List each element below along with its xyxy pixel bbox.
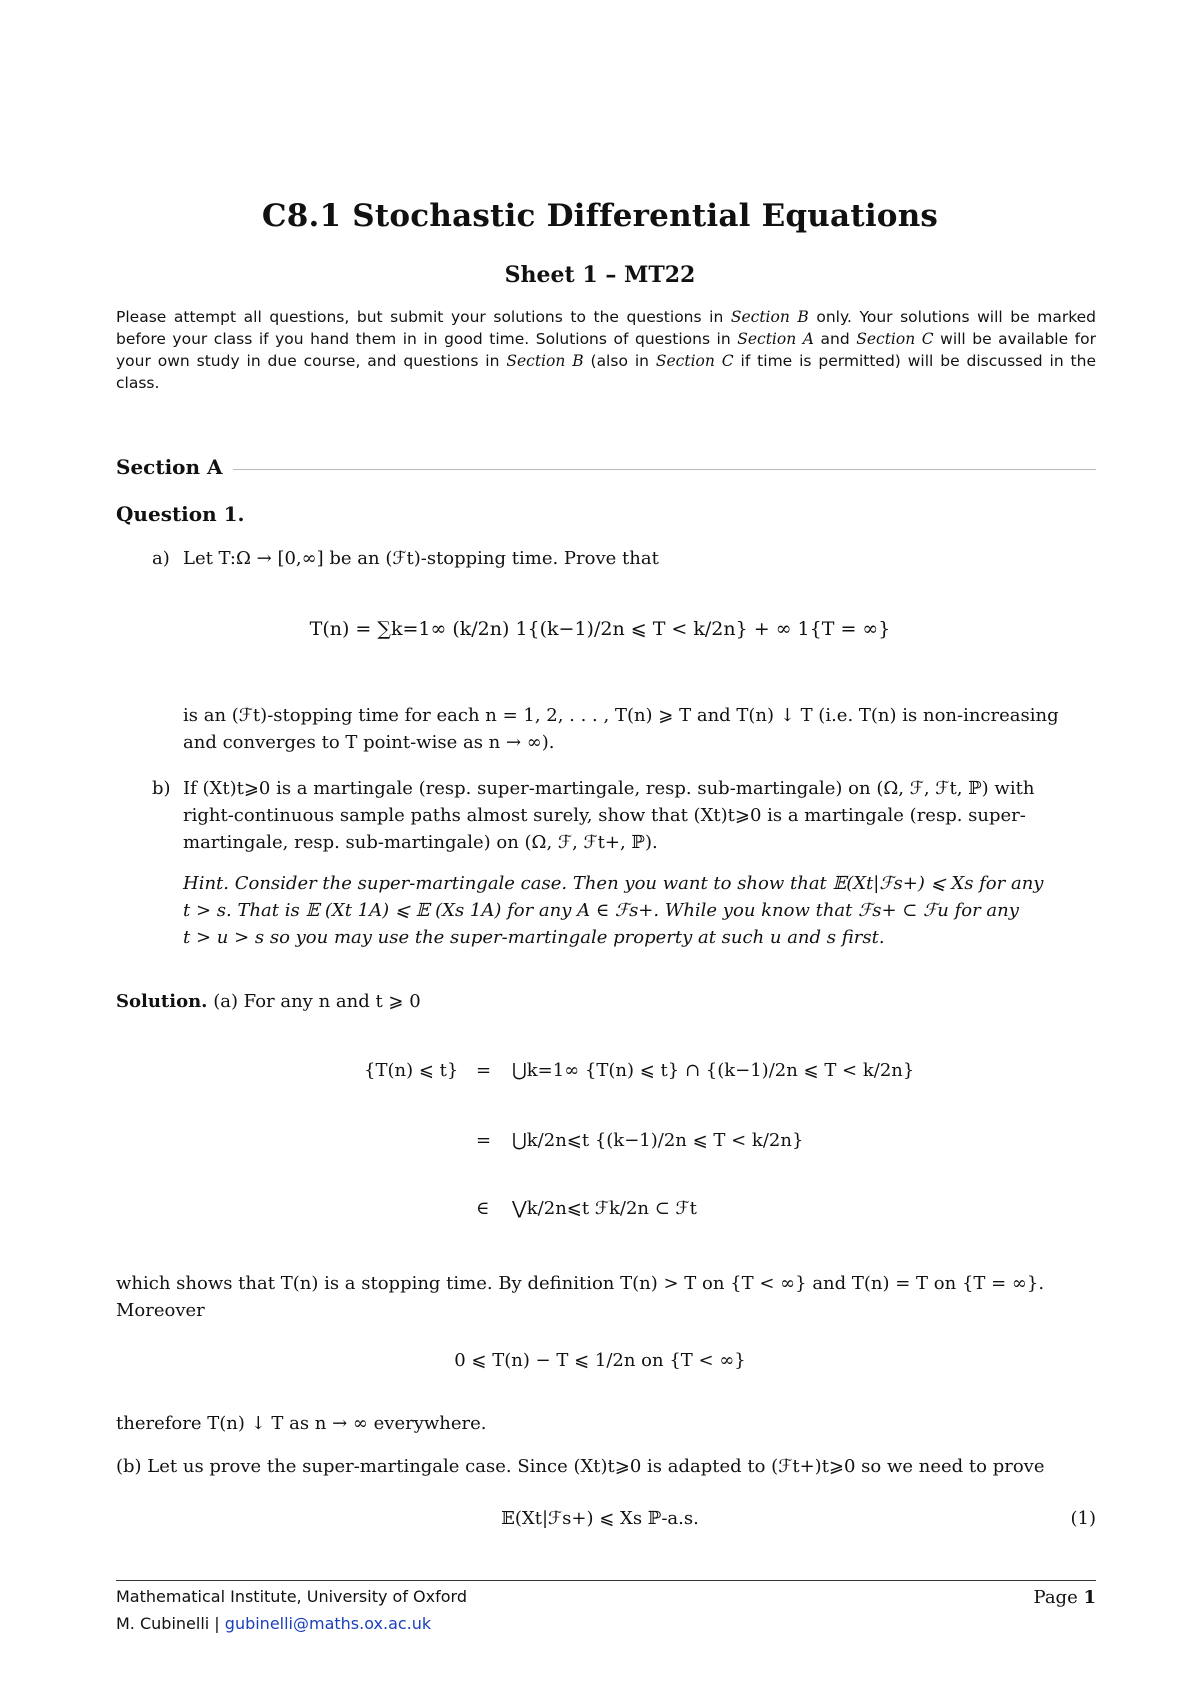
derivation-line-2-rel: = bbox=[476, 1130, 492, 1151]
intro-section-c-2: Section C bbox=[655, 352, 734, 370]
page-label: Page bbox=[1033, 1587, 1078, 1608]
intro-section-b-2: Section B bbox=[506, 352, 584, 370]
footer-rule bbox=[116, 1580, 1096, 1581]
solution-after-2: Moreover bbox=[116, 1300, 205, 1321]
intro-paragraph bbox=[116, 306, 1096, 394]
part-a-after-2: and converges to T point-wise as n → ∞). bbox=[183, 732, 555, 753]
footer-author: M. Cubinelli | bbox=[116, 1614, 220, 1633]
derivation-line-1-rhs: ⋃k=1∞ {T(n) ⩽ t} ∩ {(k−1)/2n ⩽ T < k/2n} bbox=[512, 1060, 915, 1081]
intro-text-6: if time is permitted) will be discussed in the class. bbox=[116, 352, 1096, 392]
page-number-value: 1 bbox=[1083, 1587, 1096, 1608]
intro-text-1: Please attempt all questions, but submit your solutions to the questions in bbox=[116, 308, 724, 326]
hint-line-1: Hint. Consider the super-martingale case. Then you want to show that 𝔼(Xt|ℱs+) ⩽ Xs for any bbox=[183, 873, 1044, 894]
footer-institute: Mathematical Institute, University of Oxford bbox=[116, 1587, 467, 1606]
footer-email-link[interactable]: gubinelli@maths.ox.ac.uk bbox=[224, 1614, 432, 1633]
section-heading bbox=[116, 455, 1096, 479]
solution-intro-text: (a) For any n and t ⩾ 0 bbox=[213, 991, 421, 1012]
derivation-line-1-rel: = bbox=[476, 1060, 492, 1081]
solution-heading: Solution. bbox=[116, 991, 208, 1012]
solution-intro bbox=[116, 988, 421, 1015]
part-b-text-1: If (Xt)t⩾0 is a martingale (resp. super-martingale, resp. sub-martingale) on (Ω, ℱ, ℱt, ℙ) with bbox=[183, 778, 1035, 799]
equation-1: 𝔼(Xt|ℱs+) ⩽ Xs ℙ-a.s. bbox=[501, 1508, 699, 1529]
solution-after-1: which shows that T(n) is a stopping time. By definition T(n) > T on {T < ∞} and T(n) = T on {T = ∞}. bbox=[116, 1273, 1045, 1294]
question-heading: Question 1. bbox=[116, 502, 245, 526]
part-b-label: b) bbox=[152, 778, 171, 799]
derivation-line-1-lhs: {T(n) ⩽ t} bbox=[364, 1060, 459, 1081]
page-subtitle: Sheet 1 – MT22 bbox=[504, 262, 696, 288]
solution-b-intro: (b) Let us prove the super-martingale case. Since (Xt)t⩾0 is adapted to (ℱt+)t⩾0 so we need to prove bbox=[116, 1456, 1045, 1477]
hint-line-2: t > s. That is 𝔼 (Xt 1A) ⩽ 𝔼 (Xs 1A) for any A ∈ ℱs+. While you know that ℱs+ ⊂ ℱu for any bbox=[183, 900, 1019, 921]
part-a-equation: T(n) = ∑k=1∞ (k/2n) 1{(k−1)/2n ⩽ T < k/2n} + ∞ 1{T = ∞} bbox=[309, 618, 891, 640]
part-b-text-2: right-continuous sample paths almost surely, show that (Xt)t⩾0 is a martingale (resp. super- bbox=[183, 805, 1026, 826]
derivation-line-3-rhs: ⋁k/2n⩽t ℱk/2n ⊂ ℱt bbox=[512, 1198, 697, 1219]
intro-text-4: will be available for your own study in due course, and questions in bbox=[116, 330, 1096, 370]
part-a-label: a) bbox=[152, 548, 170, 569]
intro-text-3: and bbox=[820, 330, 850, 348]
equation-1-number: (1) bbox=[1070, 1508, 1096, 1529]
section-title: Section A bbox=[116, 455, 223, 479]
derivation-line-2-rhs: ⋃k/2n⩽t {(k−1)/2n ⩽ T < k/2n} bbox=[512, 1130, 804, 1151]
intro-text-2: only. Your solutions will be marked before your class if you hand them in in good time. Solutions of questions in bbox=[116, 308, 1097, 348]
intro-text-5: (also in bbox=[590, 352, 649, 370]
solution-therefore: therefore T(n) ↓ T as n → ∞ everywhere. bbox=[116, 1413, 487, 1434]
intro-section-a: Section A bbox=[737, 330, 814, 348]
page-number bbox=[1034, 1587, 1096, 1608]
derivation-line-3-rel: ∈ bbox=[476, 1198, 490, 1219]
section-rule bbox=[233, 469, 1096, 470]
footer-author-line bbox=[116, 1614, 431, 1633]
part-b-text-3: martingale, resp. sub-martingale) on (Ω, ℱ, ℱt+, ℙ). bbox=[183, 832, 658, 853]
inequality-equation: 0 ⩽ T(n) − T ⩽ 1/2n on {T < ∞} bbox=[454, 1350, 746, 1371]
intro-section-b: Section B bbox=[730, 308, 809, 326]
hint-line-3: t > u > s so you may use the super-martingale property at such u and s first. bbox=[183, 927, 885, 948]
page-title: C8.1 Stochastic Differential Equations bbox=[261, 198, 939, 234]
intro-section-c: Section C bbox=[856, 330, 934, 348]
part-a-after-1: is an (ℱt)-stopping time for each n = 1, 2, . . . , T(n) ⩾ T and T(n) ↓ T (i.e. T(n) is non-increasing bbox=[183, 705, 1059, 726]
part-a-text: Let T:Ω → [0,∞] be an (ℱt)-stopping time. Prove that bbox=[183, 548, 659, 569]
